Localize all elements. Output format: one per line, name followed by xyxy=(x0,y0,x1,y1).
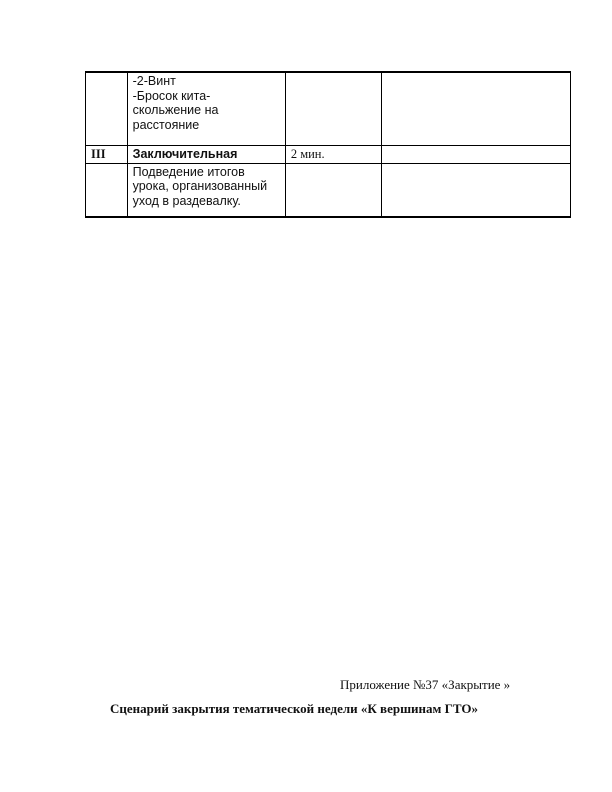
content-line: уход в раздевалку. xyxy=(132,193,241,208)
stage-number-cell: III xyxy=(86,145,128,163)
content-line: скольжение на xyxy=(132,103,219,117)
table-row xyxy=(86,145,571,163)
content-line: урока, организованный xyxy=(132,179,268,193)
content-line: -2-Винт xyxy=(132,74,176,88)
stage-notes-cell xyxy=(381,72,570,145)
appendix-label: Приложение №37 «Закрытие » xyxy=(340,677,511,692)
stage-time-cell: 2 мин. xyxy=(285,145,381,163)
content-line: расстояние xyxy=(132,117,200,132)
stage-notes-cell xyxy=(381,145,570,163)
stage-number-cell xyxy=(86,163,128,217)
table-row xyxy=(86,163,571,217)
stage-content-cell xyxy=(127,145,285,163)
lesson-plan-table xyxy=(85,71,571,218)
stage-notes-cell xyxy=(381,163,570,217)
stage-time-cell xyxy=(285,72,381,145)
script-title: Сценарий закрытия тематической недели «К вершинам ГТО» xyxy=(110,701,479,716)
content-line: Подведение итогов xyxy=(132,164,245,179)
stage-time-cell xyxy=(285,163,381,217)
content-line: -Бросок кита- xyxy=(132,88,211,103)
table-row xyxy=(86,72,571,145)
stage-title: Заключительная xyxy=(132,146,238,161)
stage-number-cell xyxy=(86,72,128,145)
stage-content-cell xyxy=(127,72,285,145)
stage-content-cell xyxy=(127,163,285,217)
